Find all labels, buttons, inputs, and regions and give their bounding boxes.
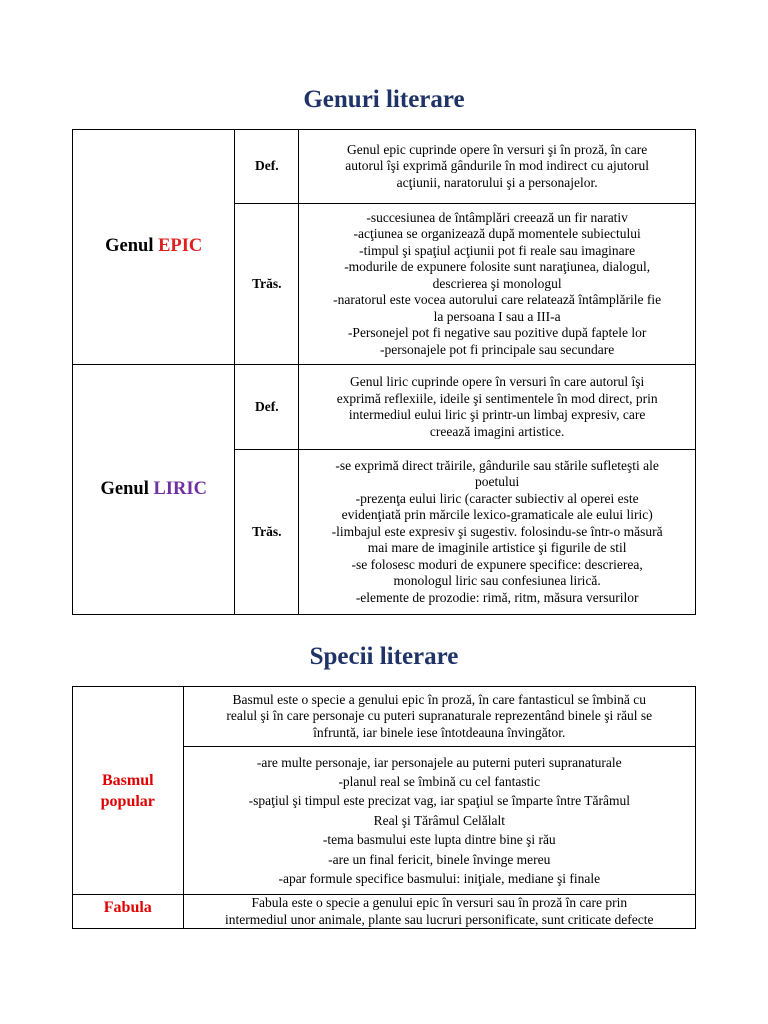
text-line: -elemente de prozodie: rimă, ritm, măsura versurilor — [355, 589, 639, 605]
basmul-def-row — [73, 687, 696, 747]
page-title-genuri: Genuri literare — [303, 86, 465, 113]
text-line: -are multe personaje, iar personajele au puterni puteri supranaturale — [256, 754, 622, 770]
epic-tras-label: Trăs. — [235, 204, 299, 365]
text-line: intermediul eului liric şi printr-un limbaj expresiv, care — [348, 407, 646, 422]
text-line: -tema basmului este lupta dintre bine şi rău — [322, 832, 556, 848]
text-line: creează imagini artistice. — [429, 423, 565, 439]
text-line: Real şi Tărâmul Celălalt — [373, 812, 505, 828]
text-line: -prezenţa eului liric (caracter subiectiv al operei este — [355, 490, 639, 506]
text-line: -Personejel pot fi negative sau pozitive după faptele lor — [347, 325, 647, 341]
text-line: monologul liric sau confesiunea lirică. — [393, 573, 601, 589]
fabula-label: Fabula — [73, 895, 184, 929]
text-line: la persoana I sau a III-a — [433, 308, 561, 324]
liric-def-text — [299, 365, 696, 450]
liric-def-row — [73, 365, 696, 450]
text-line: -planul real se îmbină cu cel fantastic — [338, 773, 541, 789]
text-line: -naratorul este vocea autorului care relatează întâmplările fie — [333, 292, 662, 308]
text-line: înfruntă, iar binele iese întotdeauna învingător. — [313, 724, 566, 740]
text-line: -spaţiul şi timpul este precizat vag, iar spaţiul se împarte între Tărâmul — [248, 793, 630, 809]
text-line: descrierea şi monologul — [432, 275, 562, 291]
text-line: -succesiunea de întâmplări creează un fir narativ — [366, 209, 628, 225]
specii-table — [72, 686, 696, 929]
basmul-traits-text — [183, 747, 695, 895]
epic-def-row — [73, 130, 696, 204]
genul-liric-cell — [73, 365, 235, 615]
text-line: -modurile de expunere folosite sunt naraţiunea, dialogul, — [344, 259, 651, 275]
page-title-specii: Specii literare — [309, 643, 459, 670]
liric-def-label: Def. — [235, 365, 299, 450]
text-line: -personajele pot fi principale sau secundare — [380, 341, 615, 357]
epic-tras-text — [299, 204, 696, 365]
epic-def-text — [299, 130, 696, 204]
text-line: mai mare de imaginile artistice şi figurile de stil — [367, 540, 627, 556]
text-line: -timpul şi spaţiul acţiunii pot fi reale sau imaginare — [359, 242, 636, 258]
text-line: -limbajul este expresiv şi sugestiv. folosindu-se într-o măsură — [331, 523, 663, 539]
text-line: Basmul este o specie a genului epic în proză, în care fantasticul se îmbină cu — [232, 691, 647, 707]
text-line: autorul îşi exprimă gândurile în mod indirect cu ajutorul — [345, 158, 649, 174]
text-line: realul şi în care personaje cu puteri supranaturale reprezentând binele şi răul se — [226, 708, 653, 724]
text-line: Fabula este o specie a genului epic în versuri sau în proză în care prin — [251, 895, 628, 910]
genul-liric-label: Genul LIRIC — [100, 478, 207, 499]
text-line: -are un final fericit, binele învinge mereu — [328, 851, 551, 867]
epic-def-label: Def. — [235, 130, 299, 204]
text-line: poetului — [475, 474, 520, 490]
fabula-row — [73, 895, 696, 929]
genul-epic-cell — [73, 130, 235, 365]
liric-tras-label: Trăs. — [235, 450, 299, 615]
genuri-table — [72, 129, 696, 615]
text-line: -acţiunea se organizează după momentele subiectului — [353, 226, 641, 242]
text-line: Genul liric cuprinde opere în versuri în care autorul îşi — [350, 374, 645, 389]
text-line: Genul epic cuprinde opere în versuri şi în proză, în care — [347, 141, 648, 157]
text-line: -apar formule specifice basmului: iniţiale, mediane şi finale — [278, 871, 601, 887]
text-line: evidenţiată prin mărcile lexico-gramaticale ale eului liric) — [341, 507, 653, 523]
text-line: exprimă reflexiile, ideile şi sentimentele în mod direct, prin — [336, 390, 658, 406]
text-line: intermediul unor animale, plante sau lucruri personificate, sunt criticate defecte — [225, 911, 654, 927]
genul-epic-label: Genul EPIC — [105, 236, 203, 257]
liric-tras-text — [299, 450, 696, 615]
basmul-popular-label: Basmul popular — [73, 687, 184, 895]
text-line: -se folosesc moduri de expunere specifice: descrierea, — [351, 556, 643, 572]
basmul-def-text — [183, 687, 695, 747]
text-line: acţiunii, naratorului şi a personajelor. — [396, 174, 598, 190]
fabula-def-text — [183, 895, 695, 929]
text-line: -se exprimă direct trăirile, gândurile sau stările sufleteşti ale — [335, 457, 659, 473]
